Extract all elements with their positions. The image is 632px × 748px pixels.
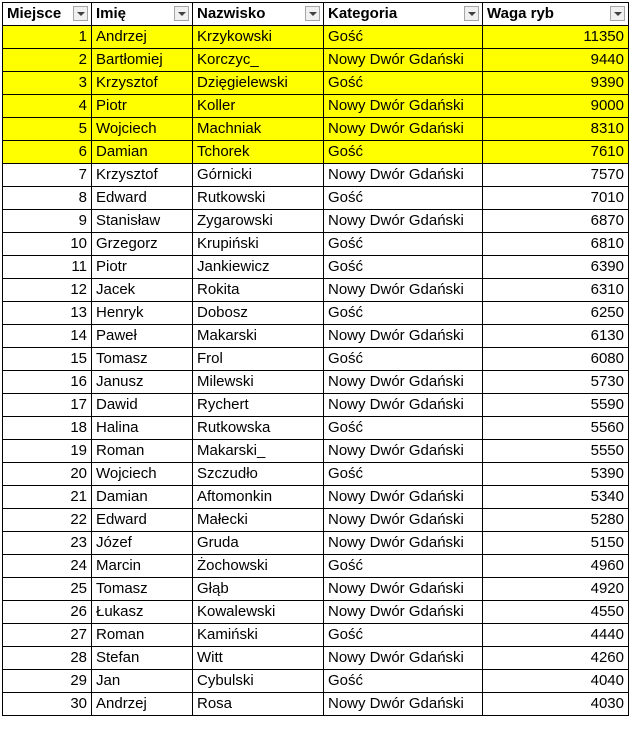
cell-kategoria[interactable]: Nowy Dwór Gdański	[324, 532, 483, 555]
cell-imie[interactable]: Józef	[92, 532, 193, 555]
cell-kategoria[interactable]: Nowy Dwór Gdański	[324, 118, 483, 141]
header-label: Imię	[96, 5, 127, 22]
header-label: Waga ryb	[487, 5, 554, 22]
cell-miejsce[interactable]: 30	[3, 693, 92, 716]
table-row	[3, 394, 629, 417]
cell-kategoria[interactable]: Gość	[324, 417, 483, 440]
cell-imie[interactable]: Krzysztof	[92, 164, 193, 187]
cell-kategoria[interactable]: Gość	[324, 348, 483, 371]
header-nazwisko	[193, 3, 324, 26]
cell-kategoria[interactable]: Gość	[324, 555, 483, 578]
cell-waga-ryb[interactable]: 5550	[483, 440, 629, 463]
cell-imie[interactable]: Edward	[92, 187, 193, 210]
cell-miejsce[interactable]: 12	[3, 279, 92, 302]
header-kategoria	[324, 3, 483, 26]
cell-waga-ryb[interactable]: 5590	[483, 394, 629, 417]
cell-kategoria[interactable]: Nowy Dwór Gdański	[324, 509, 483, 532]
cell-imie[interactable]: Jan	[92, 670, 193, 693]
cell-imie[interactable]: Bartłomiej	[92, 49, 193, 72]
cell-waga-ryb[interactable]: 5730	[483, 371, 629, 394]
cell-imie[interactable]: Krzysztof	[92, 72, 193, 95]
cell-imie[interactable]: Damian	[92, 141, 193, 164]
cell-imie[interactable]: Andrzej	[92, 26, 193, 49]
cell-imie[interactable]: Roman	[92, 440, 193, 463]
cell-nazwisko[interactable]: Żochowski	[193, 555, 324, 578]
cell-miejsce[interactable]: 17	[3, 394, 92, 417]
cell-kategoria[interactable]: Nowy Dwór Gdański	[324, 164, 483, 187]
cell-miejsce[interactable]: 2	[3, 49, 92, 72]
cell-miejsce[interactable]: 20	[3, 463, 92, 486]
table-row	[3, 348, 629, 371]
cell-waga-ryb[interactable]: 4030	[483, 693, 629, 716]
table-row	[3, 670, 629, 693]
cell-imie[interactable]: Wojciech	[92, 118, 193, 141]
cell-imie[interactable]: Marcin	[92, 555, 193, 578]
cell-nazwisko[interactable]: Głąb	[193, 578, 324, 601]
cell-kategoria[interactable]: Nowy Dwór Gdański	[324, 486, 483, 509]
table-row	[3, 233, 629, 256]
cell-waga-ryb[interactable]: 5280	[483, 509, 629, 532]
cell-miejsce[interactable]: 10	[3, 233, 92, 256]
cell-miejsce[interactable]: 29	[3, 670, 92, 693]
cell-waga-ryb[interactable]: 4440	[483, 624, 629, 647]
table-row	[3, 371, 629, 394]
cell-nazwisko[interactable]: Makarski	[193, 325, 324, 348]
cell-waga-ryb[interactable]: 4960	[483, 555, 629, 578]
cell-imie[interactable]: Janusz	[92, 371, 193, 394]
cell-nazwisko[interactable]: Machniak	[193, 118, 324, 141]
cell-imie[interactable]: Henryk	[92, 302, 193, 325]
table-row	[3, 95, 629, 118]
cell-nazwisko[interactable]: Dobosz	[193, 302, 324, 325]
cell-miejsce[interactable]: 26	[3, 601, 92, 624]
cell-miejsce[interactable]: 7	[3, 164, 92, 187]
cell-waga-ryb[interactable]: 7570	[483, 164, 629, 187]
cell-waga-ryb[interactable]: 7010	[483, 187, 629, 210]
cell-kategoria[interactable]: Nowy Dwór Gdański	[324, 394, 483, 417]
cell-miejsce[interactable]: 16	[3, 371, 92, 394]
cell-kategoria[interactable]: Gość	[324, 256, 483, 279]
cell-nazwisko[interactable]: Aftomonkin	[193, 486, 324, 509]
cell-kategoria[interactable]: Gość	[324, 141, 483, 164]
table-row	[3, 302, 629, 325]
cell-nazwisko[interactable]: Górnicki	[193, 164, 324, 187]
cell-waga-ryb[interactable]: 4040	[483, 670, 629, 693]
cell-kategoria[interactable]: Gość	[324, 670, 483, 693]
cell-miejsce[interactable]: 8	[3, 187, 92, 210]
cell-nazwisko[interactable]: Krzykowski	[193, 26, 324, 49]
table-row	[3, 601, 629, 624]
cell-miejsce[interactable]: 13	[3, 302, 92, 325]
cell-miejsce[interactable]: 15	[3, 348, 92, 371]
results-table	[2, 2, 629, 716]
cell-miejsce[interactable]: 23	[3, 532, 92, 555]
cell-waga-ryb[interactable]: 6250	[483, 302, 629, 325]
cell-nazwisko[interactable]: Dzięgielewski	[193, 72, 324, 95]
cell-nazwisko[interactable]: Krupiński	[193, 233, 324, 256]
header-imie	[92, 3, 193, 26]
table-row	[3, 141, 629, 164]
cell-kategoria[interactable]: Nowy Dwór Gdański	[324, 95, 483, 118]
cell-miejsce[interactable]: 3	[3, 72, 92, 95]
cell-miejsce[interactable]: 19	[3, 440, 92, 463]
cell-waga-ryb[interactable]: 4260	[483, 647, 629, 670]
cell-waga-ryb[interactable]: 8310	[483, 118, 629, 141]
cell-nazwisko[interactable]: Korczyc_	[193, 49, 324, 72]
cell-imie[interactable]: Tomasz	[92, 348, 193, 371]
dropdown-arrow-icon[interactable]	[610, 6, 625, 21]
cell-waga-ryb[interactable]: 9390	[483, 72, 629, 95]
cell-imie[interactable]: Stefan	[92, 647, 193, 670]
cell-miejsce[interactable]: 18	[3, 417, 92, 440]
cell-kategoria[interactable]: Nowy Dwór Gdański	[324, 601, 483, 624]
cell-kategoria[interactable]: Gość	[324, 233, 483, 256]
cell-nazwisko[interactable]: Frol	[193, 348, 324, 371]
cell-waga-ryb[interactable]: 9440	[483, 49, 629, 72]
table-row	[3, 647, 629, 670]
header-waga-ryb	[483, 3, 629, 26]
cell-nazwisko[interactable]: Rutkowska	[193, 417, 324, 440]
cell-kategoria[interactable]: Nowy Dwór Gdański	[324, 693, 483, 716]
cell-kategoria[interactable]: Gość	[324, 302, 483, 325]
cell-nazwisko[interactable]: Cybulski	[193, 670, 324, 693]
cell-imie[interactable]: Damian	[92, 486, 193, 509]
cell-imie[interactable]: Dawid	[92, 394, 193, 417]
header-label: Kategoria	[328, 5, 398, 22]
cell-imie[interactable]: Halina	[92, 417, 193, 440]
cell-nazwisko[interactable]: Kamiński	[193, 624, 324, 647]
cell-waga-ryb[interactable]: 6870	[483, 210, 629, 233]
cell-imie[interactable]: Edward	[92, 509, 193, 532]
cell-kategoria[interactable]: Nowy Dwór Gdański	[324, 371, 483, 394]
cell-kategoria[interactable]: Nowy Dwór Gdański	[324, 440, 483, 463]
cell-nazwisko[interactable]: Koller	[193, 95, 324, 118]
cell-miejsce[interactable]: 4	[3, 95, 92, 118]
dropdown-arrow-icon[interactable]	[305, 6, 320, 21]
table-row	[3, 164, 629, 187]
cell-kategoria[interactable]: Nowy Dwór Gdański	[324, 49, 483, 72]
cell-waga-ryb[interactable]: 6310	[483, 279, 629, 302]
header-label: Nazwisko	[197, 5, 266, 22]
cell-imie[interactable]: Wojciech	[92, 463, 193, 486]
table-row	[3, 210, 629, 233]
table-row	[3, 486, 629, 509]
table-row	[3, 187, 629, 210]
cell-kategoria[interactable]: Nowy Dwór Gdański	[324, 279, 483, 302]
cell-imie[interactable]: Piotr	[92, 95, 193, 118]
dropdown-arrow-icon[interactable]	[73, 6, 88, 21]
cell-imie[interactable]: Tomasz	[92, 578, 193, 601]
cell-kategoria[interactable]: Gość	[324, 26, 483, 49]
table-row	[3, 417, 629, 440]
cell-kategoria[interactable]: Gość	[324, 624, 483, 647]
cell-nazwisko[interactable]: Zygarowski	[193, 210, 324, 233]
cell-nazwisko[interactable]: Szczudło	[193, 463, 324, 486]
cell-nazwisko[interactable]: Jankiewicz	[193, 256, 324, 279]
cell-nazwisko[interactable]: Rosa	[193, 693, 324, 716]
cell-imie[interactable]: Stanisław	[92, 210, 193, 233]
table-row	[3, 256, 629, 279]
table-row	[3, 693, 629, 716]
cell-imie[interactable]: Piotr	[92, 256, 193, 279]
cell-miejsce[interactable]: 6	[3, 141, 92, 164]
cell-kategoria[interactable]: Gość	[324, 463, 483, 486]
cell-waga-ryb[interactable]: 5390	[483, 463, 629, 486]
cell-miejsce[interactable]: 1	[3, 26, 92, 49]
table-row	[3, 578, 629, 601]
cell-miejsce[interactable]: 14	[3, 325, 92, 348]
cell-waga-ryb[interactable]: 9000	[483, 95, 629, 118]
cell-miejsce[interactable]: 28	[3, 647, 92, 670]
header-miejsce	[3, 3, 92, 26]
cell-waga-ryb[interactable]: 4920	[483, 578, 629, 601]
cell-waga-ryb[interactable]: 6810	[483, 233, 629, 256]
cell-waga-ryb[interactable]: 5150	[483, 532, 629, 555]
cell-miejsce[interactable]: 22	[3, 509, 92, 532]
cell-nazwisko[interactable]: Makarski_	[193, 440, 324, 463]
cell-miejsce[interactable]: 5	[3, 118, 92, 141]
cell-imie[interactable]: Jacek	[92, 279, 193, 302]
cell-imie[interactable]: Paweł	[92, 325, 193, 348]
table-row	[3, 325, 629, 348]
table-row	[3, 118, 629, 141]
cell-nazwisko[interactable]: Rychert	[193, 394, 324, 417]
cell-waga-ryb[interactable]: 6080	[483, 348, 629, 371]
cell-nazwisko[interactable]: Rokita	[193, 279, 324, 302]
cell-waga-ryb[interactable]: 7610	[483, 141, 629, 164]
cell-waga-ryb[interactable]: 11350	[483, 26, 629, 49]
table-row	[3, 555, 629, 578]
header-row	[3, 3, 629, 26]
cell-miejsce[interactable]: 24	[3, 555, 92, 578]
cell-miejsce[interactable]: 25	[3, 578, 92, 601]
cell-imie[interactable]: Grzegorz	[92, 233, 193, 256]
cell-kategoria[interactable]: Gość	[324, 187, 483, 210]
table-row	[3, 440, 629, 463]
cell-nazwisko[interactable]: Kowalewski	[193, 601, 324, 624]
cell-miejsce[interactable]: 21	[3, 486, 92, 509]
table-row	[3, 279, 629, 302]
table-row	[3, 509, 629, 532]
cell-imie[interactable]: Roman	[92, 624, 193, 647]
cell-imie[interactable]: Andrzej	[92, 693, 193, 716]
cell-kategoria[interactable]: Gość	[324, 72, 483, 95]
cell-waga-ryb[interactable]: 4550	[483, 601, 629, 624]
cell-nazwisko[interactable]: Gruda	[193, 532, 324, 555]
cell-miejsce[interactable]: 27	[3, 624, 92, 647]
dropdown-arrow-icon[interactable]	[464, 6, 479, 21]
cell-imie[interactable]: Łukasz	[92, 601, 193, 624]
cell-waga-ryb[interactable]: 5560	[483, 417, 629, 440]
cell-nazwisko[interactable]: Witt	[193, 647, 324, 670]
cell-nazwisko[interactable]: Małecki	[193, 509, 324, 532]
dropdown-arrow-icon[interactable]	[174, 6, 189, 21]
table-row	[3, 72, 629, 95]
cell-kategoria[interactable]: Nowy Dwór Gdański	[324, 578, 483, 601]
table-row	[3, 463, 629, 486]
table-row	[3, 26, 629, 49]
cell-waga-ryb[interactable]: 6130	[483, 325, 629, 348]
cell-nazwisko[interactable]: Milewski	[193, 371, 324, 394]
table-body	[3, 26, 629, 716]
cell-waga-ryb[interactable]: 5340	[483, 486, 629, 509]
cell-miejsce[interactable]: 11	[3, 256, 92, 279]
cell-nazwisko[interactable]: Tchorek	[193, 141, 324, 164]
table-row	[3, 624, 629, 647]
cell-kategoria[interactable]: Nowy Dwór Gdański	[324, 647, 483, 670]
cell-kategoria[interactable]: Nowy Dwór Gdański	[324, 325, 483, 348]
table-row	[3, 532, 629, 555]
cell-waga-ryb[interactable]: 6390	[483, 256, 629, 279]
cell-kategoria[interactable]: Nowy Dwór Gdański	[324, 210, 483, 233]
cell-nazwisko[interactable]: Rutkowski	[193, 187, 324, 210]
header-label: Miejsce	[7, 5, 62, 22]
cell-miejsce[interactable]: 9	[3, 210, 92, 233]
table-row	[3, 49, 629, 72]
